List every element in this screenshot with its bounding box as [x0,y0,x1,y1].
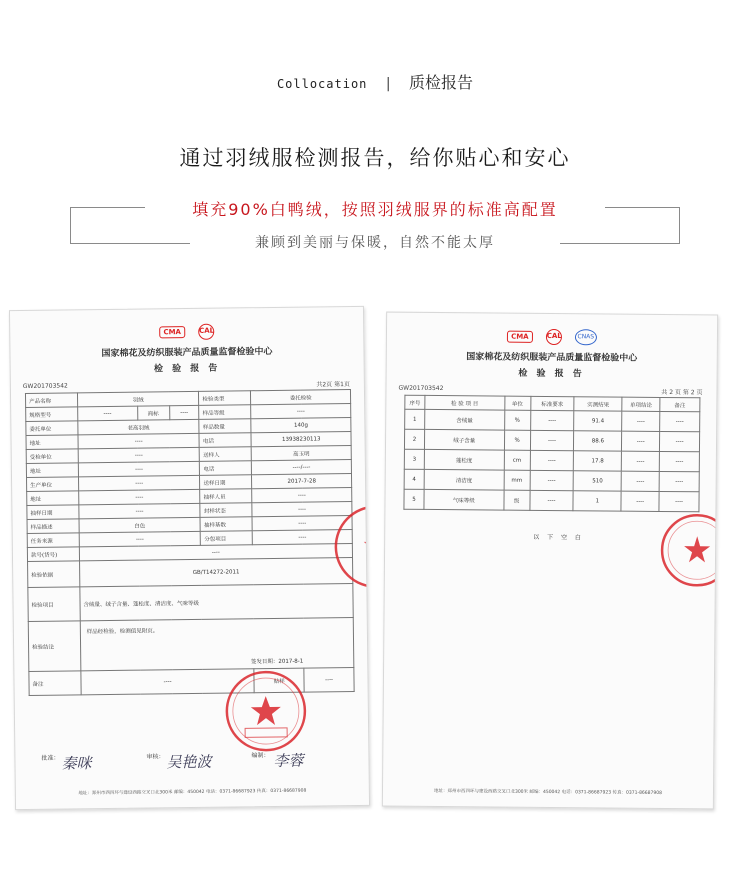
report-info-table [25,389,355,696]
header-separator: | [385,76,391,92]
table-cell: cm [504,450,530,470]
cell-label: 电话 [199,433,251,448]
table-row [404,429,699,452]
cell-label: 抽样基数 [200,517,252,532]
inspection-seal-icon [222,668,309,755]
cell-value: ---- [78,447,200,462]
report-title: 检 验 报 告 [153,363,221,375]
conclusion-cell [80,618,354,671]
table-cell: 4 [404,469,424,489]
cell-value: 羽绒 [77,391,199,406]
editor-label: 编制： [251,752,270,760]
cell-value: ---- [79,489,201,504]
table-cell: ---- [530,450,574,470]
report-footer-address: 地址：郑州市西四环与建设西路交叉口北300米 邮编：450042 电话：0371-86687923 传真：0371-86687908 [433,788,663,796]
table-cell: 1 [573,491,621,511]
cell-label: 任务来源 [27,533,79,548]
report-number: GW201703542 [398,384,444,393]
cell-label: 委托单位 [26,421,78,436]
table-cell: 1 [405,409,425,429]
table-cell: ---- [659,451,699,471]
table-cell: 含绒量 [425,409,505,430]
table-row [404,489,699,512]
cert-logos [10,319,363,342]
column-header: 备注 [660,397,700,411]
cell-label: 抽样人员 [200,489,252,504]
headline: 通过羽绒服检测报告，给你贴心和安心 [179,146,571,170]
editor-signature: 李蓉 [273,751,304,770]
cal-logo-icon: CAL [198,323,214,339]
column-header: 单项结论 [622,397,660,411]
column-header: 单位 [504,396,530,410]
table-cell: 气味等级 [424,489,504,510]
cell-label: 款号(货号) [27,547,79,562]
table-cell: ---- [659,471,699,491]
approve-label: 批准： [41,754,60,762]
header-en-label: Collocation [276,77,368,91]
table-row [404,449,699,472]
cell-value: 委托检验 [251,390,351,405]
table-cell: % [504,410,530,430]
column-header: 标准要求 [530,396,574,410]
column-header: 检 验 项 目 [425,395,505,410]
cell-value: GB/T14272-2011 [79,558,352,587]
cell-label: 产品名称 [25,393,77,408]
table-cell: ---- [621,471,659,491]
cma-logo-icon: CMA [507,330,533,342]
table-cell: 88.6 [574,431,622,451]
cell-label: 送样人 [200,447,252,462]
cell-value: ---- [78,406,138,421]
table-cell: 清洁度 [424,469,504,490]
cell-value: ---- [79,503,201,518]
table-cell: ---- [660,411,700,431]
cell-label: 检验项目 [28,587,80,622]
table-cell: mm [504,470,530,490]
table-cell: 510 [574,471,622,491]
edge-seal-icon [330,502,370,593]
cell-label: 贴样 [254,668,304,693]
results-table [403,395,700,513]
org-name: 国家棉花及纺织服装产品质量监督检验中心 [466,352,638,364]
cell-value: ---- [78,461,200,476]
cell-value: 老高羽绒 [78,419,200,434]
cell-label: 地址 [26,435,78,450]
cma-logo-icon: CMA [159,326,185,338]
cnas-logo-icon: CNAS [575,329,597,345]
approve-signature: 秦咪 [61,754,92,773]
table-cell: ---- [622,451,660,471]
cell-value: ----/---- [252,460,352,475]
table-cell: 17.8 [574,451,622,471]
cell-value: ---- [304,668,354,693]
cell-value: ---- [251,404,351,419]
cell-value: ---- [78,475,200,490]
section-header [0,70,750,93]
inspection-seal-icon [655,510,718,591]
cell-label: 地址 [26,463,78,478]
cell-value: ---- [252,502,352,517]
cell-value: ---- [78,433,200,448]
cell-label: 检验结论 [28,621,80,672]
cell-label: 生产单位 [27,477,79,492]
cell-label: 样品描述 [27,519,79,534]
cell-label: 检验依据 [28,561,80,588]
cell-label: 样品等级 [199,405,251,420]
table-cell: ---- [622,431,660,451]
cert-logos [387,325,717,347]
table-row [28,584,353,622]
table-row [405,409,700,432]
table-cell: 3 [404,449,424,469]
table-row [404,469,699,492]
cell-value: 白色 [79,517,201,532]
table-row [28,558,353,588]
review-label: 审核： [146,753,165,761]
cell-label: 地址 [27,491,79,506]
table-cell: ---- [660,431,700,451]
table-cell: 蓬松度 [424,449,504,470]
cell-value: ---- [252,488,352,503]
cell-value: 样品经检验，检测值见附页。 [86,628,159,636]
review-signature: 吴艳波 [166,752,212,772]
cell-label: 样品数量 [199,419,251,434]
cell-value: ---- [169,405,199,419]
cell-label: 分包项目 [201,531,253,546]
cell-value: ---- [81,669,255,695]
cell-label: 送样日期 [200,475,252,490]
report-footer-address: 地址：郑州市西四环与建设西路交叉口北300米 邮编：450042 电话：0371-86687923 传真：0371-86687908 [78,788,307,797]
table-cell: 91.4 [574,411,622,431]
cell-value: 含绒量、绒子含量、蓬松度、清洁度、气味等级 [80,584,354,621]
report-page-2 [382,312,718,810]
cell-value: ---- [252,530,352,545]
table-cell: 绒子含量 [424,429,504,450]
table-cell: ---- [659,491,699,511]
cell-value: ---- [79,531,201,546]
table-cell: % [504,430,530,450]
table-cell: ---- [621,491,659,511]
table-cell: ---- [622,411,660,431]
table-cell: 5 [404,489,424,509]
subheadline-red: 填充90%白鸭绒，按照羽绒服界的标准高配置 [192,200,558,219]
report-number: GW201703542 [22,382,68,391]
table-cell: 级 [504,490,530,510]
table-cell: ---- [529,490,573,510]
column-header: 序号 [405,395,425,409]
cell-label: 备注 [29,671,81,696]
subheadline-gray: 兼顾到美丽与保暖，自然不能太厚 [255,235,495,251]
page-indicator: 共 2 页 第 2 页 [661,388,703,397]
cell-label: 商标 [137,406,169,420]
cell-label: 封样状态 [200,503,252,518]
cell-value: 140g [251,418,351,433]
cell-value: 13938230113 [251,432,351,447]
report-title: 检 验 报 告 [518,368,585,380]
blank-below-note: 以 下 空 白 [533,533,584,542]
cell-value: ---- [252,516,352,531]
cell-value: 2017-7-28 [252,474,352,489]
report-page-1 [9,306,370,810]
cell-value: 高玉明 [251,446,351,461]
cell-label: 受检单位 [26,449,78,464]
column-header: 实测结果 [574,397,622,411]
issue-date: 签发日期：2017-8-1 [250,658,304,666]
table-cell: ---- [530,410,574,430]
org-name: 国家棉花及纺织服装产品质量监督检验中心 [101,346,273,360]
table-cell: 2 [404,429,424,449]
table-row [28,618,354,672]
cell-value: ---- [79,544,352,561]
cell-label: 电话 [200,461,252,476]
cell-label: 规格型号 [26,407,78,422]
table-cell: ---- [530,430,574,450]
cal-logo-icon: CAL [546,328,562,344]
table-cell: ---- [530,470,574,490]
header-cn-label: 质检报告 [409,73,474,92]
page-indicator: 共2页 第1页 [316,381,350,389]
cell-label: 检验类型 [199,391,251,406]
cell-label: 抽样日期 [27,505,79,520]
